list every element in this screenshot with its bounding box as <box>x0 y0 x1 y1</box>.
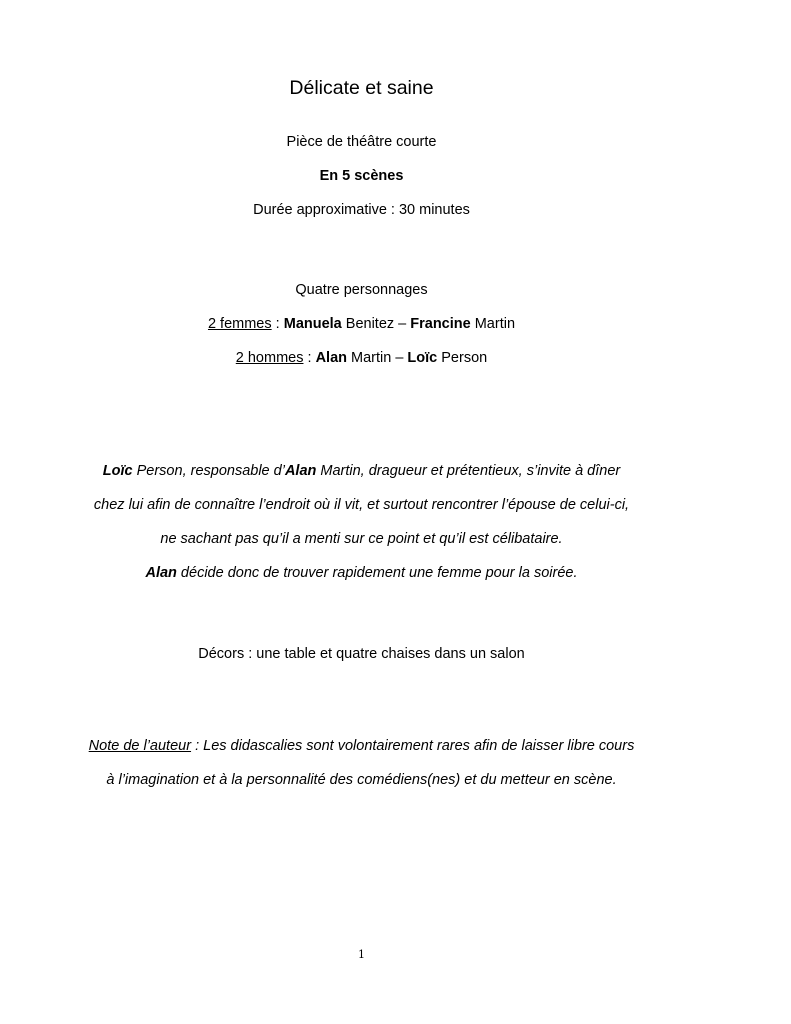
cast-men <box>0 349 723 367</box>
play-subtitle: Pièce de théâtre courte <box>286 134 437 150</box>
character-alan: Alan <box>315 350 347 366</box>
synopsis-line-4 <box>0 564 723 582</box>
cast-women <box>0 315 723 333</box>
synopsis-text: Martin, dragueur et prétentieux, s’invite à dîner <box>316 463 621 479</box>
author-note-label: Note de l’auteur <box>88 738 192 754</box>
synopsis-line-2: chez lui afin de connaître l’endroit où il vit, et surtout rencontrer l’épouse de celui-ci, <box>93 497 630 513</box>
scene-count: En 5 scènes <box>319 168 404 184</box>
author-note-text: : Les didascalies sont volontairement rares afin de laisser libre cours <box>191 738 635 754</box>
page-number: 1 <box>358 948 365 961</box>
author-note-line-1 <box>0 737 723 755</box>
synopsis-text: Person, responsable d’ <box>132 463 285 479</box>
character-manuela-surname: Benitez – <box>341 316 411 332</box>
character-alan-surname: Martin – <box>346 350 408 366</box>
character-loic-surname: Person <box>437 350 488 366</box>
cast-heading: Quatre personnages <box>295 282 428 298</box>
synopsis-text: décide donc de trouver rapidement une femme pour la soirée. <box>176 565 578 581</box>
character-francine-surname: Martin <box>470 316 516 332</box>
author-note-line-2: à l’imagination et à la personnalité des comédiens(nes) et du metteur en scène. <box>106 772 617 788</box>
play-title: Délicate et saine <box>289 77 434 99</box>
men-label: 2 hommes <box>235 350 304 366</box>
synopsis-name-loic: Loïc <box>102 463 133 479</box>
synopsis-line-1 <box>0 462 723 480</box>
character-loic: Loïc <box>407 350 438 366</box>
synopsis-name-alan: Alan <box>284 463 317 479</box>
men-separator: : <box>303 350 316 366</box>
setting-description: Décors : une table et quatre chaises dans un salon <box>198 646 525 662</box>
play-duration: Durée approximative : 30 minutes <box>253 202 470 218</box>
synopsis-name-alan: Alan <box>145 565 177 581</box>
synopsis-line-3: ne sachant pas qu’il a menti sur ce point et qu’il est célibataire. <box>160 531 563 547</box>
women-separator: : <box>271 316 284 332</box>
character-manuela: Manuela <box>283 316 342 332</box>
character-francine: Francine <box>410 316 471 332</box>
women-label: 2 femmes <box>207 316 272 332</box>
